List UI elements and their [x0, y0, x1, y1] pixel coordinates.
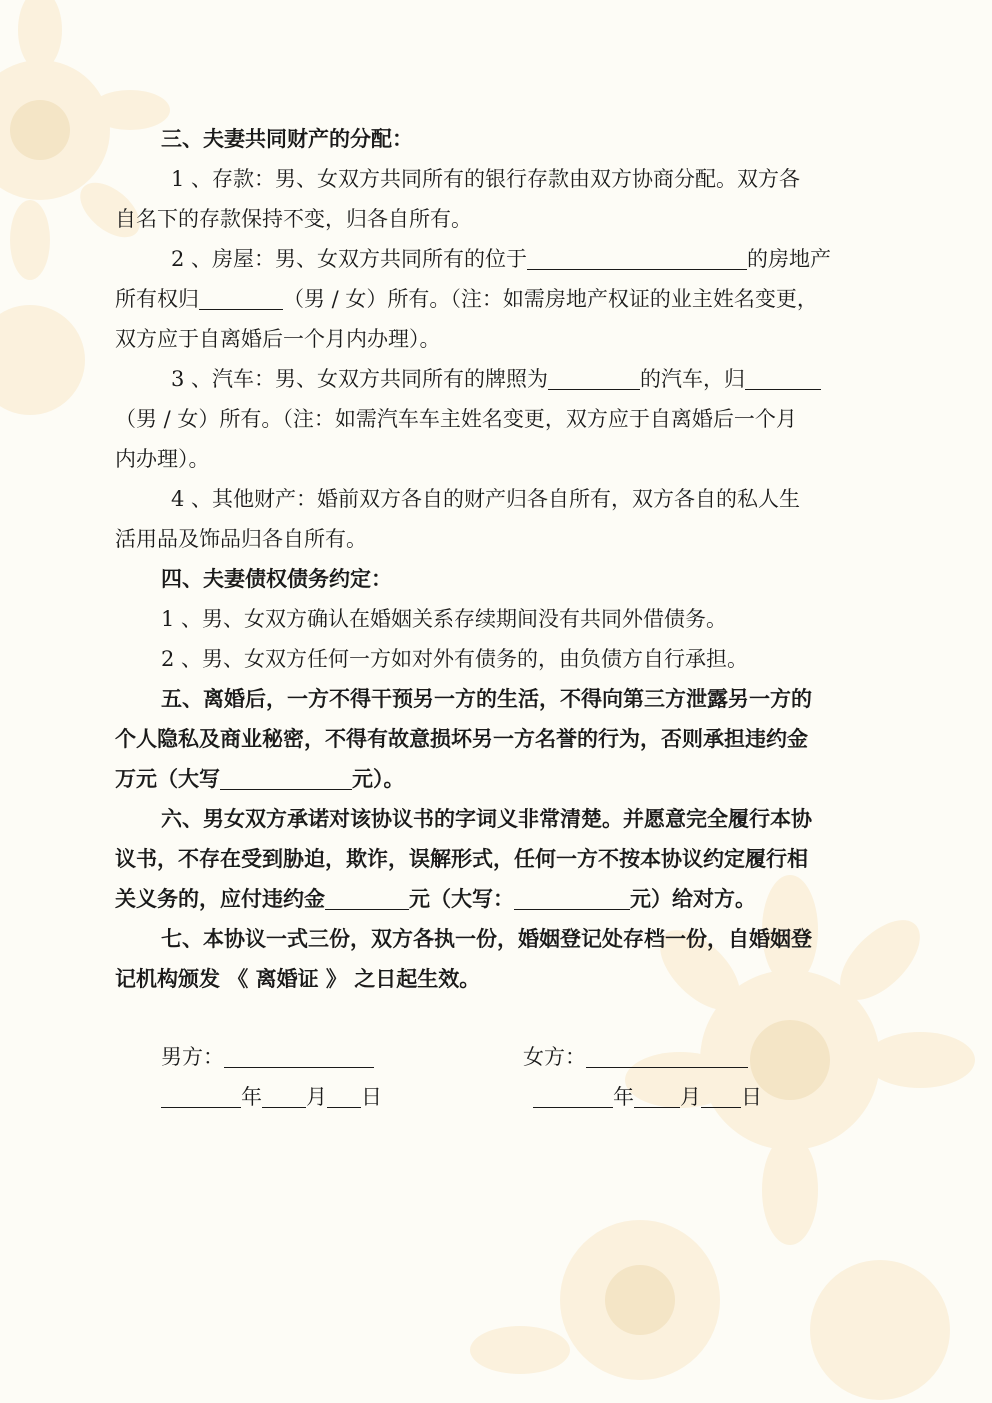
car-clause-mid: 的汽车，归 [640, 367, 746, 391]
penalty-capital-blank[interactable] [220, 767, 352, 790]
section-6-line-1: 六、男女双方承诺对该协议书的字词义非常清楚。并愿意完全履行本协 [161, 806, 812, 831]
section-5-line-2: 个人隐私及商业秘密，不得有故意损坏另一方名誉的行为，否则承担违约金 [115, 726, 808, 751]
section-3-item-3-line-2: （男 / 女）所有。（注：如需汽车车主姓名变更，双方应于自离婚后一个月 [115, 407, 797, 431]
female-year-label: 年 [613, 1085, 634, 1109]
penalty-amount-suffix: 元）。 [352, 766, 405, 791]
house-clause-text: 2 、房屋：男、女双方共同所有的位于 [171, 247, 528, 271]
female-signature-blank[interactable] [586, 1045, 748, 1068]
female-day-blank[interactable] [701, 1085, 741, 1108]
section-3-item-4-line-2: 活用品及饰品归各自所有。 [115, 527, 367, 551]
section-4-item-2: 2 、男、女双方任何一方如对外有债务的，由负债方自行承担。 [161, 647, 749, 671]
female-day-label: 日 [741, 1085, 762, 1109]
male-signature [161, 1042, 374, 1072]
section-7-line-2: 记机构颁发 《 离婚证 》 之日起生效。 [115, 966, 481, 991]
section-3-item-1-line-2: 自名下的存款保持不变，归各自所有。 [115, 207, 472, 231]
car-clause-text: 3 、汽车：男、女双方共同所有的牌照为 [171, 367, 549, 391]
section-7-line-1: 七、本协议一式三份，双方各执一份，婚姻登记处存档一份，自婚姻登 [161, 926, 812, 951]
section-4-heading: 四、夫妻债权债务约定： [161, 566, 392, 591]
house-owner-blank[interactable] [199, 287, 283, 310]
section-3-item-3-line-3: 内办理）。 [115, 447, 210, 471]
breach-fee-capital-label: 元（大写： [409, 886, 514, 911]
female-year-blank[interactable] [533, 1085, 613, 1108]
section-6-line-3 [115, 884, 756, 914]
car-plate-blank[interactable] [548, 367, 640, 390]
house-owner-note: （男 / 女）所有。（注：如需房地产权证的业主姓名变更， [283, 287, 818, 311]
section-3-item-2-line-2 [115, 284, 818, 314]
section-4-item-1: 1 、男、女双方确认在婚姻关系存续期间没有共同外借债务。 [161, 607, 728, 631]
male-day-blank[interactable] [327, 1085, 361, 1108]
male-day-label: 日 [361, 1085, 382, 1109]
house-location-blank[interactable] [527, 247, 747, 270]
section-3-item-2-line-1 [171, 244, 831, 274]
male-year-blank[interactable] [161, 1085, 241, 1108]
male-year-label: 年 [241, 1085, 262, 1109]
house-clause-suffix: 的房地产 [747, 247, 832, 271]
car-owner-blank[interactable] [745, 367, 821, 390]
section-3-heading: 三、夫妻共同财产的分配： [161, 126, 413, 151]
section-3-item-2-line-3: 双方应于自离婚后一个月内办理）。 [115, 327, 441, 351]
house-owner-label: 所有权归 [115, 287, 199, 311]
male-label: 男方： [161, 1045, 224, 1069]
breach-fee-capital-blank[interactable] [514, 887, 630, 910]
female-date [533, 1082, 762, 1112]
section-3-item-4-line-1: 4 、其他财产：婚前双方各自的财产归各自所有，双方各自的私人生 [171, 487, 801, 511]
female-month-blank[interactable] [634, 1085, 680, 1108]
penalty-amount-label: 万元（大写 [115, 766, 220, 791]
male-month-blank[interactable] [262, 1085, 306, 1108]
female-label: 女方： [523, 1045, 586, 1069]
breach-fee-label: 关义务的，应付违约金 [115, 886, 325, 911]
breach-fee-suffix: 元）给对方。 [630, 886, 756, 911]
section-5-line-3 [115, 764, 405, 794]
male-signature-blank[interactable] [224, 1045, 374, 1068]
section-5-line-1: 五、离婚后，一方不得干预另一方的生活，不得向第三方泄露另一方的 [161, 686, 812, 711]
section-3-item-1-line-1: 1 、存款：男、女双方共同所有的银行存款由双方协商分配。双方各 [171, 167, 801, 191]
section-6-line-2: 议书，不存在受到胁迫，欺诈，误解形式，任何一方不按本协议约定履行相 [115, 846, 808, 871]
section-3-item-3-line-1 [171, 364, 821, 394]
female-signature [523, 1042, 748, 1072]
male-month-label: 月 [306, 1085, 327, 1109]
female-month-label: 月 [680, 1085, 701, 1109]
breach-fee-blank[interactable] [325, 887, 409, 910]
male-date [161, 1082, 382, 1112]
